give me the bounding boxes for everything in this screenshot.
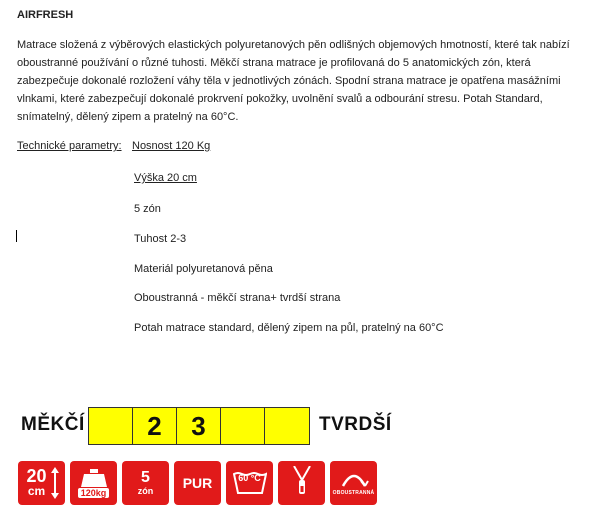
- firmness-cell-2: 2: [133, 408, 177, 444]
- washing-temperature: 60 °C: [238, 473, 261, 483]
- weight-shape-icon: [81, 469, 107, 487]
- product-title: AIRFRESH: [17, 9, 74, 21]
- zones-value: 5: [141, 469, 150, 486]
- product-description: Matrace složená z výběrových elastických polyuretanových pěn odlišných objemových hmotností, které tak nabízí oboustranné používání o různé tuhosti. Měkčí strana matrace je profilovaná do 5 anatomických zón, která zabezpečuje dokonalé rozložení váhy těla v jednotlivých zónách. Spodní strana matrace je opatřena masážními vlnkami, které zabezpečují dokonalé prokrvení pokožky, uvolnění svalů a odbourání stresu. Potah Standard, snímatelný, dělený zipem a pratelný na 60°C.: [17, 39, 570, 123]
- technical-parameters-label: Technické parametry:: [17, 140, 122, 152]
- feature-icons: [18, 461, 377, 505]
- param-height: Výška 20 cm: [134, 172, 197, 184]
- zipper-icon: [278, 461, 325, 505]
- two-sided-icon: [330, 461, 377, 505]
- technical-parameters: [17, 140, 211, 152]
- firmness-cell-3: 3: [177, 408, 221, 444]
- height-value: 20: [26, 466, 47, 486]
- param-sides: Oboustranná - měkčí strana+ tvrdší strana: [134, 292, 341, 304]
- arch-arrows-icon: [339, 470, 369, 488]
- zipper-shape-icon: [292, 466, 312, 500]
- param-material: Materiál polyuretanová pěna: [134, 263, 273, 275]
- text-cursor: [16, 230, 17, 242]
- param-zones: 5 zón: [134, 203, 161, 215]
- param-cover: Potah matrace standard, dělený zipem na půl, pratelný na 60°C: [134, 322, 444, 334]
- firmness-scale: [88, 407, 310, 445]
- zones-icon: [122, 461, 169, 505]
- material-icon: [174, 461, 221, 505]
- two-sided-label: OBOUSTRANNÁ: [332, 490, 375, 496]
- vertical-arrow-icon: [51, 467, 59, 499]
- param-load: Nosnost 120 Kg: [132, 140, 211, 152]
- zones-label: zón: [137, 486, 154, 496]
- param-firmness: Tuhost 2-3: [134, 233, 187, 245]
- height-unit: cm: [27, 484, 46, 498]
- firmness-cell-4: [221, 408, 265, 444]
- weight-icon: [70, 461, 117, 505]
- height-icon: [18, 461, 65, 505]
- weight-value: 120kg: [78, 488, 110, 498]
- firmness-cell-5: [265, 408, 309, 444]
- washing-icon: [226, 461, 273, 505]
- firmness-soft-label: MĚKČÍ: [21, 414, 85, 435]
- firmness-hard-label: TVRDŠÍ: [319, 414, 392, 435]
- firmness-cell-1: [89, 408, 133, 444]
- material-value: PUR: [182, 475, 213, 491]
